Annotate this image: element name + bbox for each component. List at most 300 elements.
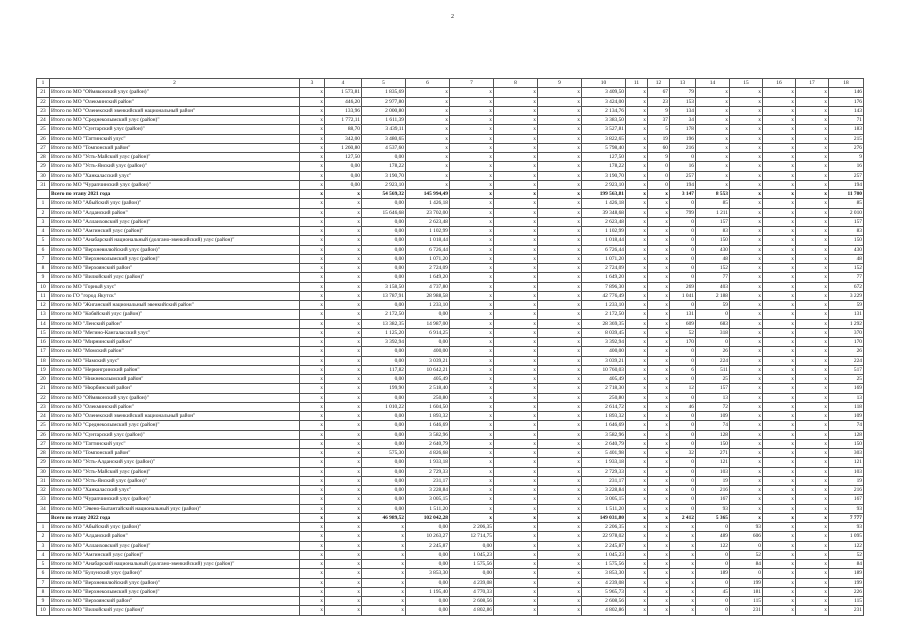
row-number-cell: 7 [37, 254, 50, 263]
value-cell: 0,00 [362, 375, 406, 384]
value-cell: x [626, 217, 648, 226]
value-cell: x [325, 356, 362, 365]
value-cell: 0,00 [406, 310, 450, 319]
value-cell: x [450, 190, 494, 199]
row-number-cell: 11 [37, 291, 50, 300]
value-cell: 8 039,45 [582, 328, 626, 337]
value-cell: x [325, 486, 362, 495]
value-cell: x [730, 356, 763, 365]
value-cell: x [300, 264, 325, 273]
value-cell: x [325, 523, 362, 532]
value-cell: 146 [829, 88, 864, 97]
value-cell: x [538, 310, 582, 319]
column-number-cell: 4 [325, 79, 362, 88]
value-cell: x [450, 171, 494, 180]
column-number-row [37, 79, 864, 88]
value-cell: x [670, 560, 696, 569]
value-cell: x [538, 143, 582, 152]
value-cell: 2 206,35 [582, 523, 626, 532]
value-cell: x [494, 439, 538, 448]
value-cell: x [325, 273, 362, 282]
value-cell: x [730, 291, 763, 300]
value-cell: x [648, 356, 670, 365]
value-cell: x [648, 449, 670, 458]
value-cell: x [763, 486, 796, 495]
value-cell: 683 [696, 319, 730, 328]
value-cell: x [450, 412, 494, 421]
value-cell: x [300, 504, 325, 513]
value-cell: x [763, 384, 796, 393]
value-cell: x [538, 467, 582, 476]
value-cell: x [538, 384, 582, 393]
value-cell: x [796, 264, 829, 273]
value-cell: x [538, 532, 582, 541]
value-cell: 5 965,73 [582, 587, 626, 596]
value-cell: 0,00 [406, 597, 450, 606]
value-cell: 152 [696, 264, 730, 273]
value-cell: 102 042,28 [406, 513, 450, 522]
value-cell: 0 [670, 375, 696, 384]
value-cell: 2 000,80 [362, 106, 406, 115]
value-cell: 1 211 [696, 208, 730, 217]
value-cell: x [450, 254, 494, 263]
value-cell: 3 392,94 [582, 338, 626, 347]
value-cell: 4 802,86 [450, 606, 494, 615]
value-cell: 5 365 [696, 513, 730, 522]
value-cell: 0,00 [362, 467, 406, 476]
value-cell: x [494, 347, 538, 356]
table-row [37, 430, 864, 439]
row-number-cell: 10 [37, 606, 50, 615]
value-cell: 167 [696, 495, 730, 504]
value-cell: x [406, 180, 450, 189]
value-cell: 0 [696, 578, 730, 587]
value-cell: 3 392,94 [362, 338, 406, 347]
value-cell: x [626, 495, 648, 504]
municipality-name-cell: Итого по МО "Усть-Майский улус (район)" [50, 467, 300, 476]
value-cell: 8 553 [696, 190, 730, 199]
value-cell: 71 [829, 116, 864, 125]
value-cell: x [730, 88, 763, 97]
value-cell: 2 188 [696, 291, 730, 300]
value-cell: 15 646,68 [362, 208, 406, 217]
value-cell: x [300, 310, 325, 319]
value-cell: x [730, 106, 763, 115]
value-cell: x [325, 199, 362, 208]
value-cell: x [626, 486, 648, 495]
value-cell: 157 [829, 217, 864, 226]
value-cell: 150 [829, 439, 864, 448]
value-cell: x [450, 476, 494, 485]
value-cell: x [763, 560, 796, 569]
municipality-name-cell: Итого по МО "Верхнеколымский улус (район)" [50, 254, 300, 263]
value-cell: x [538, 273, 582, 282]
value-cell: x [626, 227, 648, 236]
value-cell: 13 [829, 393, 864, 402]
column-number-cell: 18 [829, 79, 864, 88]
municipality-name-cell: Итого по МО "Анабарский национальный (долгано-эвенкийский) улус (район)" [50, 236, 300, 245]
table-row [37, 236, 864, 245]
municipality-name-cell: Всего по этапу 2022 года [50, 513, 300, 522]
row-number-cell: 4 [37, 227, 50, 236]
value-cell: 88,70 [325, 125, 362, 134]
value-cell: x [763, 476, 796, 485]
value-cell: x [763, 310, 796, 319]
value-cell: x [626, 532, 648, 541]
value-cell: x [325, 550, 362, 559]
value-cell: x [300, 439, 325, 448]
value-cell: 26 [829, 347, 864, 356]
value-cell: x [450, 236, 494, 245]
value-cell: 0 [670, 412, 696, 421]
value-cell: 109 [696, 412, 730, 421]
value-cell: x [626, 384, 648, 393]
value-cell: x [648, 301, 670, 310]
value-cell: 216 [670, 143, 696, 152]
value-cell: 22 978,02 [582, 532, 626, 541]
value-cell: x [494, 199, 538, 208]
value-cell: x [796, 236, 829, 245]
value-cell: 46 [670, 402, 696, 411]
value-cell: x [696, 97, 730, 106]
value-cell: 34 [670, 116, 696, 125]
municipality-name-cell: Итого по МО "Олекминский район" [50, 402, 300, 411]
value-cell: 370 [829, 328, 864, 337]
value-cell: 127,50 [325, 153, 362, 162]
value-cell: x [494, 88, 538, 97]
value-cell: 446,20 [325, 97, 362, 106]
value-cell: x [325, 319, 362, 328]
value-cell: 150 [829, 236, 864, 245]
value-cell: x [796, 550, 829, 559]
value-cell: x [325, 227, 362, 236]
value-cell: 194 [829, 180, 864, 189]
value-cell: 2 010 [829, 208, 864, 217]
value-cell: x [763, 273, 796, 282]
value-cell: x [450, 319, 494, 328]
value-cell: x [538, 208, 582, 217]
value-cell: x [648, 282, 670, 291]
value-cell: 0,00 [362, 393, 406, 402]
value-cell: 1 195,40 [406, 587, 450, 596]
municipality-name-cell: Итого по МО "Томпонский район" [50, 143, 300, 152]
value-cell: x [494, 449, 538, 458]
value-cell: 0 [670, 476, 696, 485]
value-cell: 1 604,50 [406, 402, 450, 411]
value-cell: x [406, 162, 450, 171]
value-cell: x [538, 430, 582, 439]
value-cell: x [494, 291, 538, 300]
value-cell: 0,00 [362, 273, 406, 282]
value-cell: 157 [696, 384, 730, 393]
municipality-name-cell: Итого по МО "Усть-Майский улус (район)" [50, 153, 300, 162]
value-cell: 157 [696, 217, 730, 226]
municipality-name-cell: Итого по МО "Нижнеколымский район" [50, 375, 300, 384]
value-cell: x [538, 134, 582, 143]
value-cell: x [538, 393, 582, 402]
value-cell: 2 608,56 [582, 597, 626, 606]
value-cell: 400,00 [406, 347, 450, 356]
value-cell: x [494, 532, 538, 541]
value-cell: x [494, 476, 538, 485]
value-cell: x [626, 365, 648, 374]
value-cell: x [648, 347, 670, 356]
value-cell: x [494, 208, 538, 217]
value-cell: x [538, 587, 582, 596]
municipality-name-cell: Итого по МО "Томпонский район" [50, 449, 300, 458]
value-cell: x [730, 504, 763, 513]
value-cell: 3 383,50 [582, 116, 626, 125]
value-cell: 216 [829, 486, 864, 495]
value-cell: x [406, 125, 450, 134]
value-cell: x [730, 134, 763, 143]
value-cell: 48 [829, 254, 864, 263]
value-cell: 0,00 [362, 217, 406, 226]
value-cell: x [494, 606, 538, 615]
value-cell: x [406, 88, 450, 97]
value-cell: x [538, 264, 582, 273]
value-cell: 0,00 [362, 486, 406, 495]
value-cell: 84 [730, 560, 763, 569]
value-cell: x [730, 338, 763, 347]
value-cell: x [763, 319, 796, 328]
row-number-cell: 21 [37, 88, 50, 97]
row-number-cell: 6 [37, 569, 50, 578]
value-cell: 170 [670, 338, 696, 347]
value-cell: 3 158,50 [362, 282, 406, 291]
value-cell: 1 095 [829, 532, 864, 541]
value-cell: 19 [648, 134, 670, 143]
value-cell: x [796, 356, 829, 365]
value-cell: 0 [670, 301, 696, 310]
value-cell: x [538, 254, 582, 263]
value-cell: x [538, 338, 582, 347]
value-cell: 224 [829, 356, 864, 365]
value-cell: x [730, 347, 763, 356]
value-cell: x [494, 458, 538, 467]
value-cell: x [494, 116, 538, 125]
value-cell: x [494, 338, 538, 347]
value-cell: x [325, 190, 362, 199]
row-number-cell: 8 [37, 264, 50, 273]
value-cell: 77 [829, 273, 864, 282]
row-number-cell: 18 [37, 356, 50, 365]
value-cell: x [325, 476, 362, 485]
value-cell: 189 [696, 569, 730, 578]
value-cell: 0,00 [362, 227, 406, 236]
value-cell: x [300, 301, 325, 310]
value-cell: x [796, 143, 829, 152]
value-cell: 128 [829, 430, 864, 439]
value-cell: 2 172,50 [582, 310, 626, 319]
value-cell: 0,00 [406, 560, 450, 569]
value-cell: 59 [829, 301, 864, 310]
row-number-cell: 26 [37, 134, 50, 143]
value-cell: x [730, 162, 763, 171]
value-cell: x [626, 236, 648, 245]
value-cell: x [538, 227, 582, 236]
value-cell: x [494, 236, 538, 245]
stage-total-row [37, 513, 864, 522]
value-cell: x [730, 301, 763, 310]
value-cell: x [450, 356, 494, 365]
value-cell: x [670, 532, 696, 541]
value-cell: x [696, 162, 730, 171]
value-cell: 271 [696, 449, 730, 458]
value-cell: x [300, 421, 325, 430]
table-row [37, 153, 864, 162]
row-number-cell: 3 [37, 217, 50, 226]
value-cell: x [763, 190, 796, 199]
value-cell: x [538, 375, 582, 384]
value-cell: x [325, 393, 362, 402]
value-cell: 2 614,72 [582, 402, 626, 411]
value-cell: 216 [696, 486, 730, 495]
value-cell: 0,00 [362, 430, 406, 439]
value-cell: 189 [829, 569, 864, 578]
value-cell: 257 [829, 171, 864, 180]
value-cell: x [538, 236, 582, 245]
column-number-cell: 7 [450, 79, 494, 88]
value-cell: 2 923,10 [362, 180, 406, 189]
value-cell: 176 [829, 97, 864, 106]
value-cell: 32 [670, 449, 696, 458]
value-cell: 3 439,11 [362, 125, 406, 134]
value-cell: 3 147 [670, 190, 696, 199]
value-cell: x [730, 375, 763, 384]
value-cell: 3 039,21 [406, 356, 450, 365]
value-cell: x [730, 476, 763, 485]
value-cell: x [763, 587, 796, 596]
value-cell: 1 893,32 [406, 412, 450, 421]
value-cell: x [494, 578, 538, 587]
value-cell: 1 611,39 [362, 116, 406, 125]
value-cell: 153 [670, 97, 696, 106]
value-cell: 131 [829, 310, 864, 319]
value-cell: x [796, 180, 829, 189]
value-cell: x [626, 569, 648, 578]
value-cell: x [494, 106, 538, 115]
value-cell: x [763, 393, 796, 402]
value-cell: x [796, 106, 829, 115]
value-cell: x [648, 245, 670, 254]
value-cell: x [730, 319, 763, 328]
value-cell: 0,00 [362, 245, 406, 254]
value-cell: x [362, 597, 406, 606]
value-cell: x [325, 439, 362, 448]
value-cell: x [538, 106, 582, 115]
value-cell: 149 031,80 [582, 513, 626, 522]
value-cell: 430 [696, 245, 730, 254]
value-cell: x [763, 504, 796, 513]
value-cell: x [626, 88, 648, 97]
value-cell: 0 [670, 467, 696, 476]
row-number-cell: 6 [37, 245, 50, 254]
row-number-cell: 1 [37, 523, 50, 532]
value-cell: x [626, 245, 648, 254]
value-cell: x [796, 560, 829, 569]
value-cell: 2 134,76 [582, 106, 626, 115]
value-cell: 13 382,35 [362, 319, 406, 328]
table-row [37, 125, 864, 134]
value-cell: x [450, 365, 494, 374]
value-cell: x [325, 495, 362, 504]
value-cell: 1 045,23 [450, 550, 494, 559]
value-cell: x [730, 171, 763, 180]
value-cell: x [648, 338, 670, 347]
value-cell: 133,96 [325, 106, 362, 115]
value-cell: 231 [829, 606, 864, 615]
value-cell: x [538, 162, 582, 171]
value-cell: x [538, 245, 582, 254]
value-cell: 430 [829, 245, 864, 254]
value-cell: 1 233,10 [406, 301, 450, 310]
value-cell: x [796, 338, 829, 347]
value-cell: x [325, 282, 362, 291]
value-cell: x [538, 88, 582, 97]
value-cell: x [626, 171, 648, 180]
value-cell: x [300, 412, 325, 421]
value-cell: x [730, 458, 763, 467]
value-cell: 103 [829, 467, 864, 476]
value-cell: x [325, 264, 362, 273]
table-row [37, 116, 864, 125]
value-cell: x [450, 310, 494, 319]
value-cell: x [450, 227, 494, 236]
value-cell: x [796, 217, 829, 226]
value-cell: 45 [696, 587, 730, 596]
value-cell: x [648, 375, 670, 384]
row-number-cell: 28 [37, 449, 50, 458]
value-cell: x [796, 569, 829, 578]
value-cell: x [648, 254, 670, 263]
value-cell: 250,80 [406, 393, 450, 402]
value-cell: x [796, 541, 829, 550]
value-cell: 1 649,20 [582, 273, 626, 282]
value-cell: x [648, 190, 670, 199]
value-cell: x [325, 402, 362, 411]
value-cell: 121 [696, 458, 730, 467]
value-cell: x [300, 217, 325, 226]
value-cell: 609 [670, 319, 696, 328]
value-cell: x [796, 365, 829, 374]
value-cell: x [763, 328, 796, 337]
value-cell: x [648, 513, 670, 522]
value-cell: x [538, 578, 582, 587]
value-cell: 5 401,98 [582, 449, 626, 458]
value-cell: x [796, 439, 829, 448]
value-cell: x [648, 541, 670, 550]
value-cell: x [538, 412, 582, 421]
value-cell: x [730, 208, 763, 217]
table-row [37, 106, 864, 115]
value-cell: x [538, 171, 582, 180]
value-cell: x [763, 402, 796, 411]
value-cell: x [538, 402, 582, 411]
value-cell: x [626, 143, 648, 152]
value-cell: x [796, 328, 829, 337]
value-cell: 37 [648, 116, 670, 125]
value-cell: 122 [829, 541, 864, 550]
value-cell: x [325, 513, 362, 522]
municipality-name-cell: Итого по МО "Мегино-Кангаласский улус" [50, 328, 300, 337]
value-cell: x [648, 550, 670, 559]
value-cell: 10 263,27 [406, 532, 450, 541]
value-cell: 2 718,30 [582, 384, 626, 393]
value-cell: x [626, 264, 648, 273]
value-cell: 3 822,65 [582, 134, 626, 143]
value-cell: x [626, 513, 648, 522]
